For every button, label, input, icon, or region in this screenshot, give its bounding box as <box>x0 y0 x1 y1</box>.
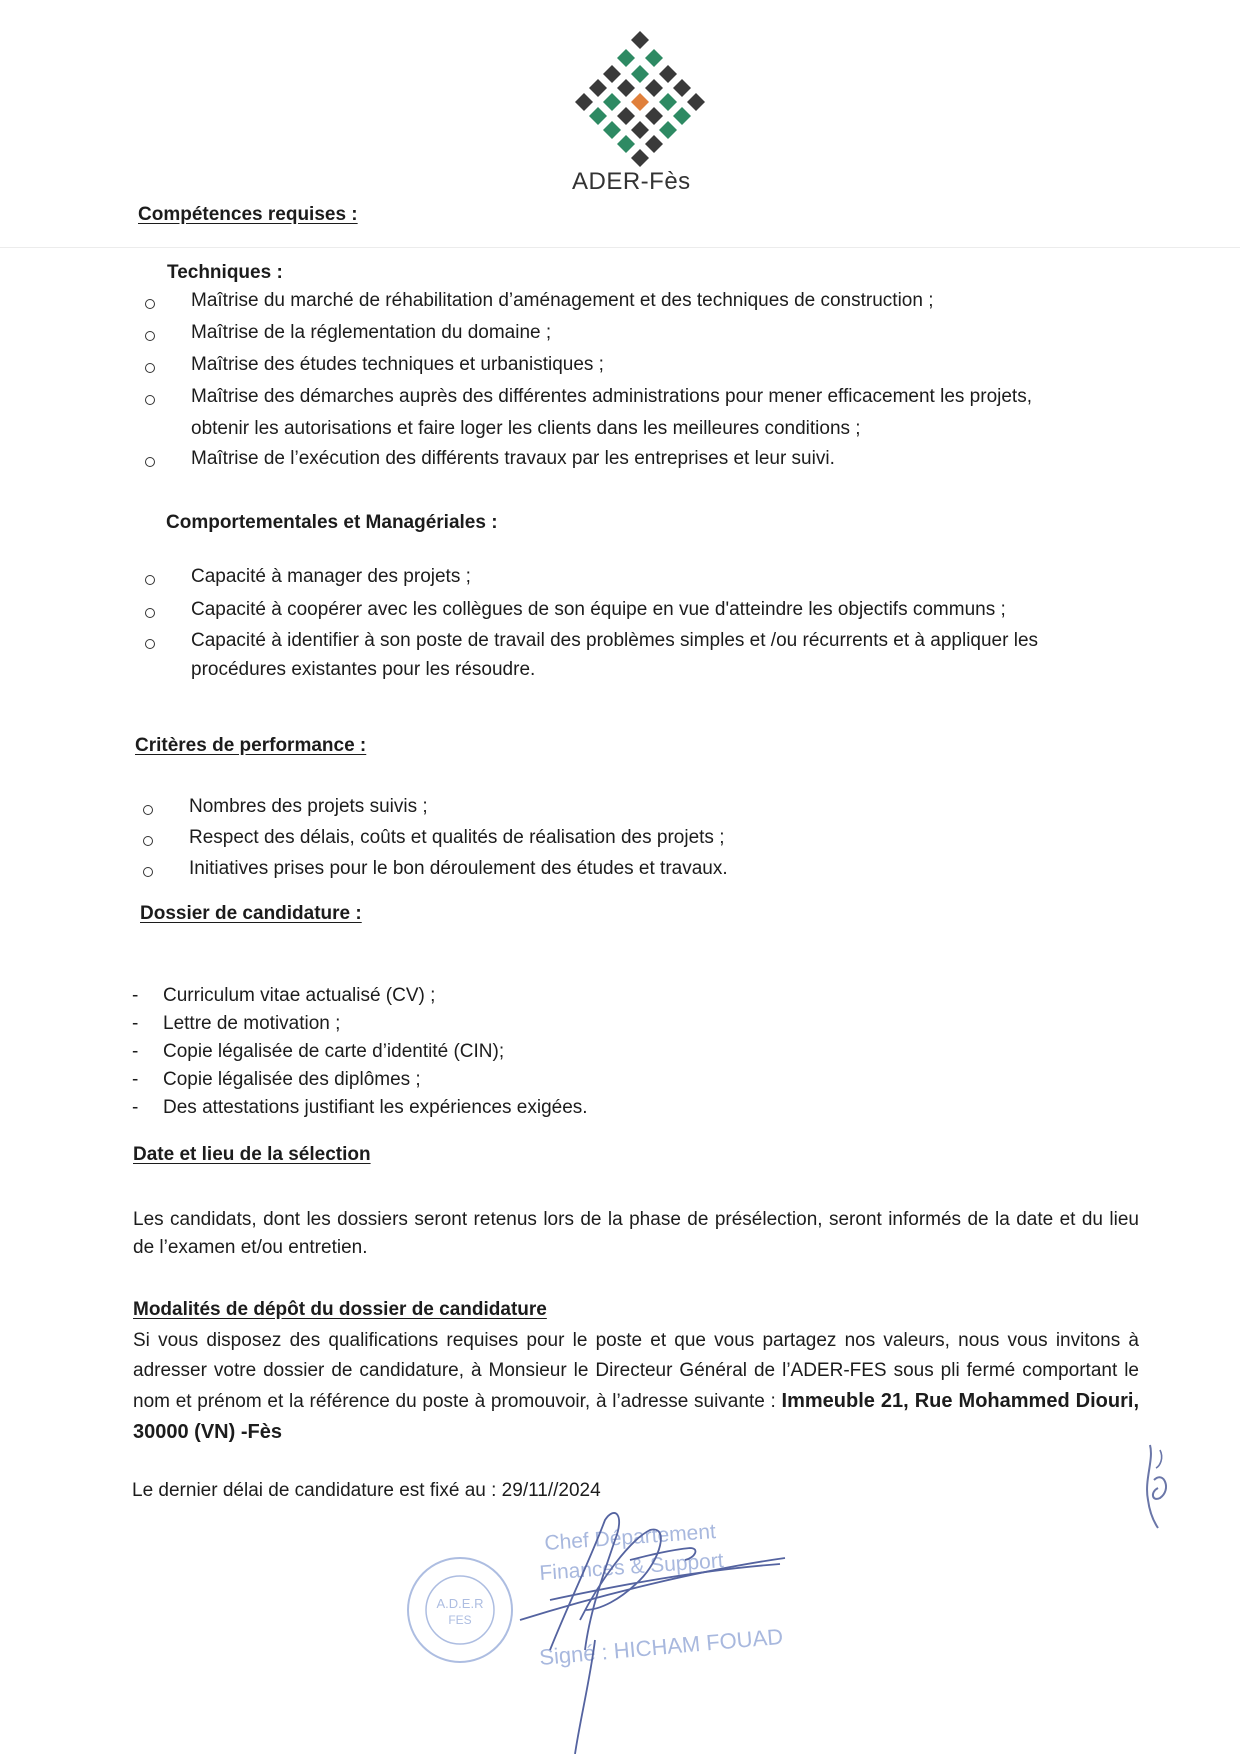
logo-diamond <box>659 93 677 111</box>
seal-text: A.D.E.R <box>436 1596 484 1611</box>
logo-diamond <box>631 93 649 111</box>
list-item: - Lettre de motivation ; <box>132 1013 1122 1041</box>
logo-diamond <box>687 93 705 111</box>
list-item-continuation: obtenir les autorisations et faire loger les clients dans les meilleures conditions ; <box>191 418 861 439</box>
list-item: - Curriculum vitae actualisé (CV) ; <box>132 985 1122 1013</box>
logo-diamond <box>631 121 649 139</box>
list-item: Maîtrise des démarches auprès des différentes administrations pour mener efficacement les projets, <box>145 386 1135 418</box>
list-item: Capacité à manager des projets ; <box>145 566 1135 599</box>
list-item: Maîtrise des études techniques et urbanistiques ; <box>145 354 1135 386</box>
stamp-signature <box>400 1500 820 1754</box>
logo-diamond <box>645 135 663 153</box>
logo-diamond <box>589 107 607 125</box>
round-seal <box>408 1558 512 1662</box>
depot-heading: Modalités de dépôt du dossier de candidature <box>133 1299 547 1320</box>
logo-diamond <box>631 149 649 167</box>
logo-diamond <box>603 93 621 111</box>
comportementales-subheading: Comportementales et Managériales : <box>166 512 498 533</box>
comportementales-list <box>145 566 1135 689</box>
logo-diamond <box>645 79 663 97</box>
logo-diamond <box>603 121 621 139</box>
list-item-continuation: procédures existantes pour les résoudre. <box>191 659 536 680</box>
criteres-list <box>143 796 1133 889</box>
competences-heading: Compétences requises : <box>138 204 358 225</box>
list-item: Maîtrise du marché de réhabilitation d’aménagement et des techniques de construction ; <box>145 290 1135 322</box>
list-item: Maîtrise de la réglementation du domaine ; <box>145 322 1135 354</box>
logo-diamond <box>603 65 621 83</box>
logo-diamond <box>631 65 649 83</box>
logo-diamond <box>589 79 607 97</box>
stamp-title-2: Finances & Support <box>538 1549 725 1585</box>
seal-city: FES <box>448 1613 472 1627</box>
logo-diamond <box>617 79 635 97</box>
logo-diamond <box>645 49 663 67</box>
deadline-text: Le dernier délai de candidature est fixé au : 29/11//2024 <box>132 1480 601 1501</box>
list-item: - Copie légalisée des diplômes ; <box>132 1069 1122 1097</box>
logo-text: ADER-Fès <box>572 168 691 195</box>
logo-diamond <box>673 79 691 97</box>
dossier-list <box>132 985 1122 1125</box>
logo-diamond <box>575 93 593 111</box>
selection-text: Les candidats, dont les dossiers seront retenus lors de la phase de présélection, seront informés de la date et du lieu de l’examen et/ou entretien. <box>133 1209 1139 1258</box>
techniques-list <box>145 290 1135 480</box>
criteres-heading: Critères de performance : <box>135 735 367 756</box>
stamp-title-1: Chef Département <box>543 1520 717 1555</box>
logo-diamond <box>631 31 649 49</box>
list-item: Respect des délais, coûts et qualités de réalisation des projets ; <box>143 827 1133 858</box>
list-item: - Copie légalisée de carte d’identité (CIN); <box>132 1041 1122 1069</box>
list-item: Maîtrise de l’exécution des différents travaux par les entreprises et leur suivi. <box>145 448 1135 480</box>
list-item: Capacité à identifier à son poste de travail des problèmes simples et /ou récurrents et à appliquer les <box>145 630 1135 659</box>
handwritten-initials <box>1130 1440 1180 1530</box>
list-item: - Des attestations justifiant les expériences exigées. <box>132 1097 1122 1125</box>
ader-logo <box>560 30 720 170</box>
logo-diamond <box>617 107 635 125</box>
scan-divider <box>0 247 1240 248</box>
logo-diamond <box>645 107 663 125</box>
list-item: Capacité à coopérer avec les collègues de son équipe en vue d'atteindre les objectifs communs ; <box>145 599 1135 630</box>
dossier-heading: Dossier de candidature : <box>140 903 362 924</box>
list-item: Initiatives prises pour le bon déroulement des études et travaux. <box>143 858 1133 889</box>
selection-heading: Date et lieu de la sélection <box>133 1144 371 1165</box>
depot-address: Immeuble 21, Rue Mohammed Diouri, 30000 (VN) -Fès <box>133 1390 1140 1443</box>
logo-diamond <box>617 49 635 67</box>
depot-text: Si vous disposez des qualifications requises pour le poste et que vous partagez nos valeurs, nous vous invitons à adresser votre dossier de candidature, à Monsieur le Directeur Général de l’ADER-FES sous pli fermé comportant le nom et prénom et la référence du poste à promouvoir, à l’adresse suivante : Immeuble 21, Rue Mohammed Diouri, 30000 (VN) -Fès <box>133 1330 1140 1443</box>
logo-diamond <box>617 135 635 153</box>
logo-diamond <box>659 121 677 139</box>
logo-diamond <box>659 65 677 83</box>
list-item: Nombres des projets suivis ; <box>143 796 1133 827</box>
logo-diamond <box>673 107 691 125</box>
techniques-subheading: Techniques : <box>167 262 283 283</box>
stamp-signed: Signé : HICHAM FOUAD <box>538 1623 785 1670</box>
